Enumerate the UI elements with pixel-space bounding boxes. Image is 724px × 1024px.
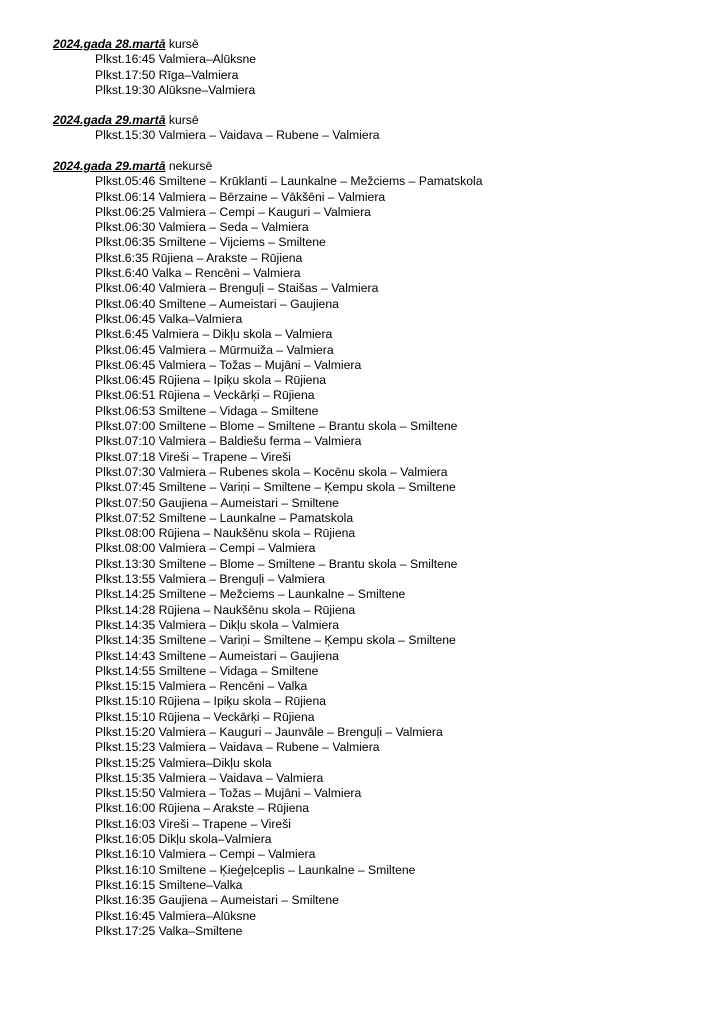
section-date: 2024.gada 28.martā (53, 37, 166, 51)
route-line: Plkst.16:10 Smiltene – Ķieģeļceplis – Launkalne – Smiltene (95, 862, 416, 877)
route-line: Plkst.07:10 Valmiera – Baldiešu ferma – Valmiera (95, 434, 362, 449)
section-march-29-running (53, 113, 693, 144)
section-heading (53, 113, 693, 128)
route-line: Plkst.06:45 Valka–Valmiera (95, 311, 243, 326)
route-line: Plkst.06:45 Rūjiena – Ipiķu skola – Rūjiena (95, 373, 327, 388)
section-status: kursē (168, 113, 199, 127)
section-march-29-not-running (53, 159, 693, 939)
route-line: Plkst.06:40 Valmiera – Brenguļi – Staišas – Valmiera (95, 281, 379, 296)
route-line: Plkst.06:35 Smiltene – Vijciems – Smiltene (95, 235, 326, 250)
route-line: Plkst.06:45 Valmiera – Mūrmuiža – Valmiera (95, 342, 334, 357)
route-line: Plkst.15:50 Valmiera – Tožas – Mujāni – Valmiera (95, 786, 362, 801)
route-line: Plkst.15:10 Rūjiena – Veckārķi – Rūjiena (95, 709, 315, 724)
section-status: nekursē (168, 159, 213, 173)
route-line: Plkst.17:50 Rīga–Valmiera (95, 67, 239, 82)
route-line: Plkst.06:45 Valmiera – Tožas – Mujāni – Valmiera (95, 357, 362, 372)
route-line: Plkst.16:05 Dikļu skola–Valmiera (95, 832, 272, 847)
route-line: Plkst.06:14 Valmiera – Bērzaine – Vākšēni – Valmiera (95, 189, 386, 204)
route-line: Plkst.08:00 Rūjiena – Naukšēnu skola – Rūjiena (95, 526, 356, 541)
route-line: Plkst.19:30 Alūksne–Valmiera (95, 82, 256, 97)
route-line: Plkst.16:45 Valmiera–Alūksne (95, 52, 257, 67)
route-line: Plkst.17:25 Valka–Smiltene (95, 923, 243, 938)
route-line: Plkst.16:00 Rūjiena – Arakste – Rūjiena (95, 801, 310, 816)
route-line: Plkst.06:40 Smiltene – Aumeistari – Gaujiena (95, 296, 339, 311)
route-line: Plkst.06:30 Valmiera – Seda – Valmiera (95, 220, 309, 235)
route-line: Plkst.08:00 Valmiera – Cempi – Valmiera (95, 541, 316, 556)
route-line: Plkst.07:45 Smiltene – Variņi – Smiltene – Ķempu skola – Smiltene (95, 480, 456, 495)
section-heading (53, 37, 693, 52)
route-line: Plkst.16:15 Smiltene–Valka (95, 877, 243, 892)
route-line: Plkst.15:35 Valmiera – Vaidava – Valmiera (95, 770, 324, 785)
route-line: Plkst.14:28 Rūjiena – Naukšēnu skola – Rūjiena (95, 602, 356, 617)
route-list (53, 52, 693, 98)
route-line: Plkst.14:55 Smiltene – Vidaga – Smiltene (95, 663, 319, 678)
route-line: Plkst.07:50 Gaujiena – Aumeistari – Smiltene (95, 495, 339, 510)
route-line: Plkst.15:30 Valmiera – Vaidava – Rubene – Valmiera (95, 128, 380, 143)
route-line: Plkst.6:40 Valka – Rencēni – Valmiera (95, 266, 301, 281)
section-date: 2024.gada 29.martā (53, 113, 166, 127)
route-line: Plkst.16:45 Valmiera–Alūksne (95, 908, 257, 923)
route-line: Plkst.16:35 Gaujiena – Aumeistari – Smiltene (95, 893, 339, 908)
route-line: Plkst.06:53 Smiltene – Vidaga – Smiltene (95, 403, 319, 418)
section-heading (53, 159, 693, 174)
route-line: Plkst.16:03 Vireši – Trapene – Vireši (95, 816, 292, 831)
route-line: Plkst.07:18 Vireši – Trapene – Vireši (95, 449, 292, 464)
route-line: Plkst.15:10 Rūjiena – Ipiķu skola – Rūjiena (95, 694, 327, 709)
route-line: Plkst.15:25 Valmiera–Dikļu skola (95, 755, 272, 770)
route-line: Plkst.15:20 Valmiera – Kauguri – Jaunvāle – Brenguļi – Valmiera (95, 724, 443, 739)
route-line: Plkst.06:25 Valmiera – Cempi – Kauguri – Valmiera (95, 204, 371, 219)
route-line: Plkst.6:45 Valmiera – Dikļu skola – Valmiera (95, 327, 333, 342)
route-line: Plkst.07:30 Valmiera – Rubenes skola – Kocēnu skola – Valmiera (95, 464, 448, 479)
route-line: Plkst.6:35 Rūjiena – Arakste – Rūjiena (95, 250, 303, 265)
section-status: kursē (168, 37, 199, 51)
route-line: Plkst.07:00 Smiltene – Blome – Smiltene – Brantu skola – Smiltene (95, 419, 458, 434)
route-line: Plkst.13:55 Valmiera – Brenguļi – Valmiera (95, 572, 325, 587)
route-line: Plkst.14:43 Smiltene – Aumeistari – Gaujiena (95, 648, 339, 663)
route-line: Plkst.14:25 Smiltene – Mežciems – Launkalne – Smiltene (95, 587, 406, 602)
route-line: Plkst.14:35 Valmiera – Dikļu skola – Valmiera (95, 617, 340, 632)
section-date: 2024.gada 29.martā (53, 159, 166, 173)
section-march-28-running (53, 37, 693, 98)
route-line: Plkst.13:30 Smiltene – Blome – Smiltene – Brantu skola – Smiltene (95, 556, 458, 571)
route-line: Plkst.05:46 Smiltene – Krūklanti – Launkalne – Mežciems – Pamatskola (95, 174, 483, 189)
route-line: Plkst.06:51 Rūjiena – Veckārķi – Rūjiena (95, 388, 315, 403)
route-line: Plkst.16:10 Valmiera – Cempi – Valmiera (95, 847, 316, 862)
route-list (53, 128, 693, 143)
route-line: Plkst.15:23 Valmiera – Vaidava – Rubene – Valmiera (95, 740, 380, 755)
route-line: Plkst.15:15 Valmiera – Rencēni – Valka (95, 679, 308, 694)
route-list (53, 174, 693, 939)
route-line: Plkst.14:35 Smiltene – Variņi – Smiltene – Ķempu skola – Smiltene (95, 633, 456, 648)
route-line: Plkst.07:52 Smiltene – Launkalne – Pamatskola (95, 510, 354, 525)
